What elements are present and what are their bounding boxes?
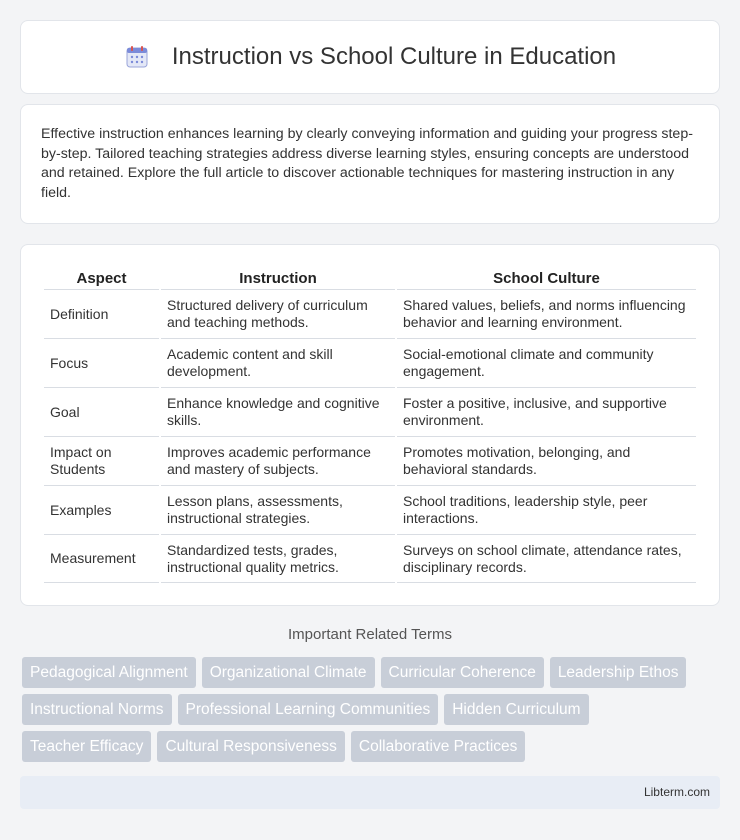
table-row bbox=[44, 289, 696, 338]
term-tag[interactable]: Teacher Efficacy bbox=[22, 731, 151, 762]
intro-text: Effective instruction enhances learning by clearly conveying information and guiding your progress step-by-step. Tailored teaching strategies address diverse learning styles, ensuring concepts are understood and retained. Explore the full article to discover actionable techniques for mastering instruction in any field. bbox=[41, 126, 693, 201]
cell-aspect: Focus bbox=[44, 338, 159, 387]
term-tag[interactable]: Curricular Coherence bbox=[381, 657, 544, 688]
table-row bbox=[44, 387, 696, 436]
cell-school-culture: Surveys on school climate, attendance rates, disciplinary records. bbox=[397, 534, 696, 583]
related-terms-heading: Important Related Terms bbox=[288, 626, 452, 643]
cell-school-culture: Promotes motivation, belonging, and behavioral standards. bbox=[397, 436, 696, 485]
page-title: Instruction vs School Culture in Education bbox=[171, 43, 617, 70]
cell-school-culture: School traditions, leadership style, peer interactions. bbox=[397, 485, 696, 534]
term-tag[interactable]: Instructional Norms bbox=[22, 694, 172, 725]
calendar-icon bbox=[124, 44, 150, 70]
cell-instruction: Lesson plans, assessments, instructional strategies. bbox=[161, 485, 395, 534]
footer bbox=[20, 776, 720, 809]
table-row bbox=[44, 338, 696, 387]
cell-instruction: Enhance knowledge and cognitive skills. bbox=[161, 387, 395, 436]
cell-instruction: Structured delivery of curriculum and teaching methods. bbox=[161, 289, 395, 338]
term-tag[interactable]: Hidden Curriculum bbox=[444, 694, 588, 725]
header-aspect: Aspect bbox=[76, 269, 127, 287]
header-instruction: Instruction bbox=[239, 269, 317, 287]
comparison-card bbox=[20, 244, 720, 606]
table-row bbox=[44, 436, 696, 485]
term-tag[interactable]: Cultural Responsiveness bbox=[157, 731, 344, 762]
cell-instruction: Academic content and skill development. bbox=[161, 338, 395, 387]
term-tag[interactable]: Organizational Climate bbox=[202, 657, 375, 688]
term-tag[interactable]: Pedagogical Alignment bbox=[22, 657, 196, 688]
cell-aspect: Measurement bbox=[44, 534, 159, 583]
cell-aspect: Definition bbox=[44, 289, 159, 338]
term-tag[interactable]: Professional Learning Communities bbox=[178, 694, 439, 725]
cell-instruction: Standardized tests, grades, instructional quality metrics. bbox=[161, 534, 395, 583]
cell-aspect: Examples bbox=[44, 485, 159, 534]
intro-card bbox=[20, 104, 720, 224]
term-tag[interactable]: Collaborative Practices bbox=[351, 731, 526, 762]
cell-aspect: Goal bbox=[44, 387, 159, 436]
table-row bbox=[44, 485, 696, 534]
header-school-culture: School Culture bbox=[493, 269, 600, 287]
comparison-table bbox=[42, 267, 698, 583]
table-header-row bbox=[44, 267, 696, 289]
term-tag[interactable]: Leadership Ethos bbox=[550, 657, 687, 688]
table-row bbox=[44, 534, 696, 583]
cell-school-culture: Shared values, beliefs, and norms influencing behavior and learning environment. bbox=[397, 289, 696, 338]
cell-aspect: Impact on Students bbox=[44, 436, 159, 485]
title-card bbox=[20, 20, 720, 94]
footer-site-link[interactable]: Libterm.com bbox=[643, 785, 710, 799]
cell-school-culture: Foster a positive, inclusive, and supportive environment. bbox=[397, 387, 696, 436]
cell-instruction: Improves academic performance and mastery of subjects. bbox=[161, 436, 395, 485]
related-terms-list bbox=[22, 657, 722, 768]
cell-school-culture: Social-emotional climate and community engagement. bbox=[397, 338, 696, 387]
